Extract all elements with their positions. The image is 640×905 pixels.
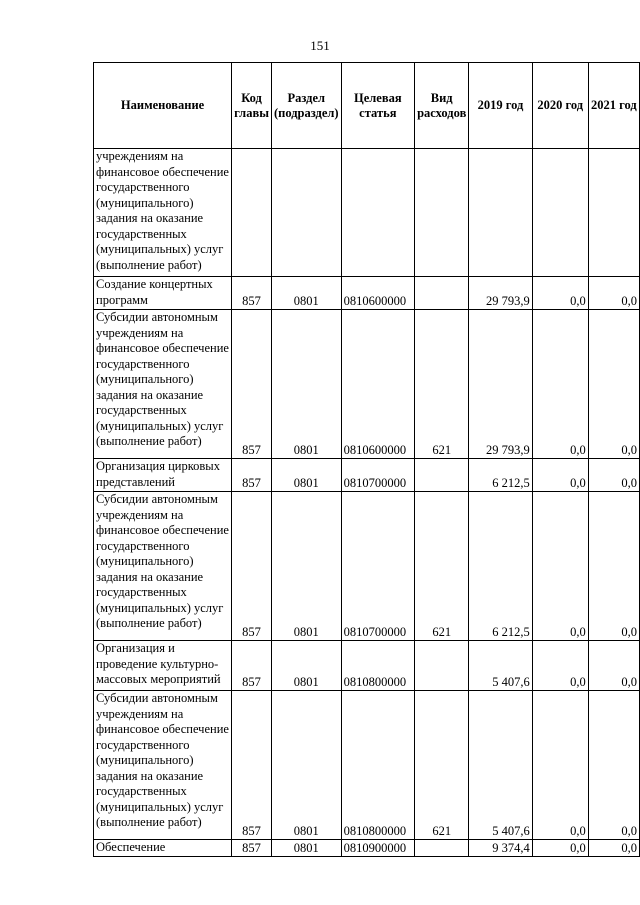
row-expense-type bbox=[415, 641, 469, 691]
row-2020: 0,0 bbox=[532, 310, 588, 459]
row-2019: 9 374,4 bbox=[469, 840, 532, 857]
row-2019: 6 212,5 bbox=[469, 492, 532, 641]
row-chapter: 857 bbox=[232, 459, 272, 492]
row-name: Организация и проведение культурно-массовых мероприятий bbox=[94, 641, 232, 691]
row-2020: 0,0 bbox=[532, 641, 588, 691]
row-chapter: 857 bbox=[232, 492, 272, 641]
row-2020: 0,0 bbox=[532, 459, 588, 492]
row-name: учреждениям на финансовое обеспечение государственного (муниципального) задания на оказание государственных (муниципальных) услуг (выполнение работ) bbox=[94, 149, 232, 277]
row-expense-type: 621 bbox=[415, 691, 469, 840]
row-section: 0801 bbox=[271, 459, 341, 492]
row-2019: 6 212,5 bbox=[469, 459, 532, 492]
row-2019 bbox=[469, 149, 532, 277]
row-chapter: 857 bbox=[232, 641, 272, 691]
row-2019: 29 793,9 bbox=[469, 310, 532, 459]
row-target: 0810800000 bbox=[341, 641, 414, 691]
table-row bbox=[94, 492, 640, 641]
budget-table bbox=[93, 62, 640, 857]
page-number: 151 bbox=[310, 38, 330, 53]
row-2021: 0,0 bbox=[588, 459, 639, 492]
row-2021: 0,0 bbox=[588, 310, 639, 459]
table-row bbox=[94, 459, 640, 492]
row-2021: 0,0 bbox=[588, 492, 639, 641]
row-section: 0801 bbox=[271, 691, 341, 840]
table-row bbox=[94, 691, 640, 840]
row-2021: 0,0 bbox=[588, 277, 639, 310]
header-section: Раздел (подраздел) bbox=[271, 63, 341, 149]
row-name: Создание концертных программ bbox=[94, 277, 232, 310]
row-target: 0810600000 bbox=[341, 310, 414, 459]
row-name: Субсидии автономным учреждениям на финансовое обеспечение государственного (муниципального) задания на оказание государственных (муниципальных) услуг (выполнение работ) bbox=[94, 310, 232, 459]
row-2020: 0,0 bbox=[532, 691, 588, 840]
row-expense-type: 621 bbox=[415, 492, 469, 641]
row-chapter bbox=[232, 149, 272, 277]
row-name: Обеспечение bbox=[94, 840, 232, 857]
row-section: 0801 bbox=[271, 840, 341, 857]
row-section bbox=[271, 149, 341, 277]
row-section: 0801 bbox=[271, 277, 341, 310]
row-section: 0801 bbox=[271, 492, 341, 641]
row-chapter: 857 bbox=[232, 840, 272, 857]
row-name: Организация цирковых представлений bbox=[94, 459, 232, 492]
row-target bbox=[341, 149, 414, 277]
row-2020: 0,0 bbox=[532, 840, 588, 857]
row-expense-type bbox=[415, 840, 469, 857]
header-2019: 2019 год bbox=[469, 63, 532, 149]
header-2021: 2021 год bbox=[588, 63, 639, 149]
row-2021: 0,0 bbox=[588, 840, 639, 857]
table-row bbox=[94, 641, 640, 691]
header-row bbox=[94, 63, 640, 149]
row-2020 bbox=[532, 149, 588, 277]
table-row bbox=[94, 149, 640, 277]
row-target: 0810700000 bbox=[341, 459, 414, 492]
row-chapter: 857 bbox=[232, 277, 272, 310]
row-section: 0801 bbox=[271, 641, 341, 691]
row-2020: 0,0 bbox=[532, 492, 588, 641]
row-expense-type bbox=[415, 459, 469, 492]
row-expense-type: 621 bbox=[415, 310, 469, 459]
header-target: Целевая статья bbox=[341, 63, 414, 149]
row-2021: 0,0 bbox=[588, 691, 639, 840]
row-expense-type bbox=[415, 149, 469, 277]
row-2021: 0,0 bbox=[588, 641, 639, 691]
header-chapter: Код главы bbox=[232, 63, 272, 149]
table-row bbox=[94, 277, 640, 310]
table-row bbox=[94, 310, 640, 459]
row-2019: 29 793,9 bbox=[469, 277, 532, 310]
row-expense-type bbox=[415, 277, 469, 310]
table-row bbox=[94, 840, 640, 857]
row-section: 0801 bbox=[271, 310, 341, 459]
row-name: Субсидии автономным учреждениям на финансовое обеспечение государственного (муниципального) задания на оказание государственных (муниципальных) услуг (выполнение работ) bbox=[94, 492, 232, 641]
row-target: 0810600000 bbox=[341, 277, 414, 310]
header-2020: 2020 год bbox=[532, 63, 588, 149]
row-target: 0810900000 bbox=[341, 840, 414, 857]
row-target: 0810800000 bbox=[341, 691, 414, 840]
row-target: 0810700000 bbox=[341, 492, 414, 641]
row-2021 bbox=[588, 149, 639, 277]
row-chapter: 857 bbox=[232, 310, 272, 459]
row-name: Субсидии автономным учреждениям на финансовое обеспечение государственного (муниципального) задания на оказание государственных (муниципальных) услуг (выполнение работ) bbox=[94, 691, 232, 840]
row-chapter: 857 bbox=[232, 691, 272, 840]
row-2019: 5 407,6 bbox=[469, 691, 532, 840]
header-expense-type: Вид расходов bbox=[415, 63, 469, 149]
row-2019: 5 407,6 bbox=[469, 641, 532, 691]
row-2020: 0,0 bbox=[532, 277, 588, 310]
header-name: Наименование bbox=[94, 63, 232, 149]
